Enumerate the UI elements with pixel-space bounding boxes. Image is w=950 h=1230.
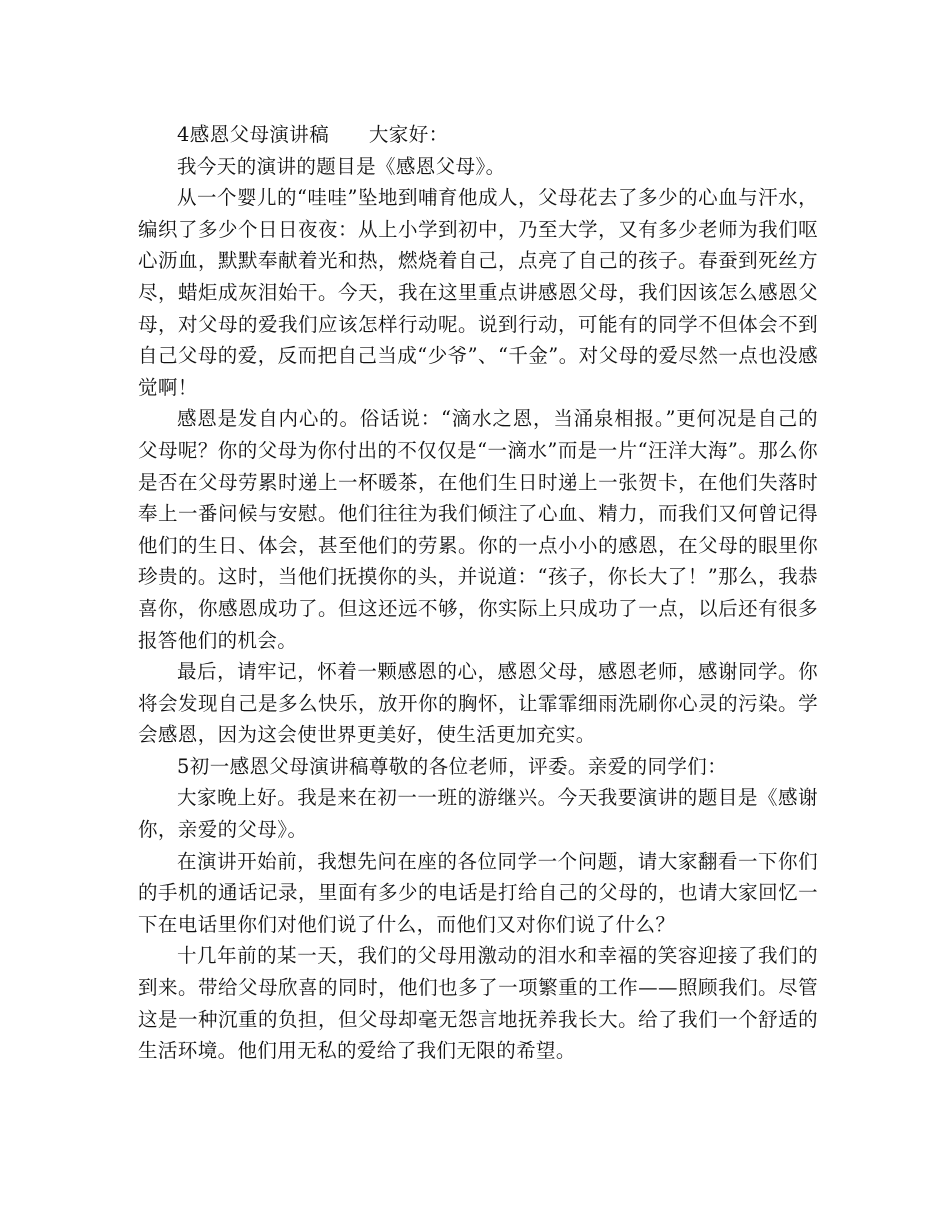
paragraph-speech-5-title: 5初一感恩父母演讲稿尊敬的各位老师，评委。亲爱的同学们： (177, 754, 728, 778)
paragraph-greeting: 大家晚上好。我是来在初一一班的游继兴。今天我要演讲的题目是《感谢你，亲爱的父母》。 (138, 786, 818, 842)
paragraph-gratitude-from-heart: 感恩是发自内心的。俗话说：“滴水之恩，当涌泉相报。”更何况是自己的父母呢？你的父母为你付出的不仅仅是“一滴水”而是一片“汪洋大海”。那么你是否在父母劳累时递上一杯暖茶，在他们生日时递上一张贺卡，在他们失落时奉上一番问候与安慰。他们往往为我们倾注了心血、精力，而我们又何曾记得他们的生日、体会，甚至他们的劳累。你的一点小小的感恩，在父母的眼里你珍贵的。这时，当他们抚摸你的头，并说道：“孩子，你长大了！”那么，我恭喜你，你感恩成功了。但这还远不够，你实际上只成功了一点，以后还有很多报答他们的机会。 (138, 407, 818, 652)
paragraph-speech-4-title: 4感恩父母演讲稿 大家好： (177, 123, 449, 146)
paragraph-question: 在演讲开始前，我想先问在座的各位同学一个问题，请大家翻看一下你们的手机的通话记录，里面有多少的电话是打给自己的父母的，也请大家回忆一下在电话里你们对他们说了什么，而他们又对你们说了什么？ (138, 849, 818, 936)
paragraph-parents-effort: 从一个婴儿的“哇哇”坠地到哺育他成人，父母花去了多少的心血与汗水，编织了多少个日日夜夜：从上小学到初中，乃至大学，又有多少老师为我们呕心沥血，默默奉献着光和热，燃烧着自己，点亮了自己的孩子。春蚕到死丝方尽，蜡炬成灰泪始干。今天，我在这里重点讲感恩父母，我们因该怎么感恩父母，对父母的爱我们应该怎样行动呢。说到行动，可能有的同学不但体会不到自己父母的爱，反而把自己当成“少爷”、“千金”。对父母的爱尽然一点也没感觉啊！ (138, 186, 818, 399)
document-body (138, 119, 818, 1067)
paragraph-birth: 十几年前的某一天，我们的父母用激动的泪水和幸福的笑容迎接了我们的到来。带给父母欣喜的同时，他们也多了一项繁重的工作——照顾我们。尽管这是一种沉重的负担，但父母却毫无怨言地抚养我长大。给了我们一个舒适的生活环境。他们用无私的爱给了我们无限的希望。 (138, 944, 818, 1063)
paragraph-conclusion: 最后，请牢记，怀着一颗感恩的心，感恩父母，感恩老师，感谢同学。你将会发现自己是多么快乐，放开你的胸怀，让霏霏细雨洗刷你心灵的污染。学会感恩，因为这会使世界更美好，使生活更加充实。 (138, 660, 818, 747)
paragraph-topic: 我今天的演讲的题目是《感恩父母》。 (177, 154, 506, 178)
